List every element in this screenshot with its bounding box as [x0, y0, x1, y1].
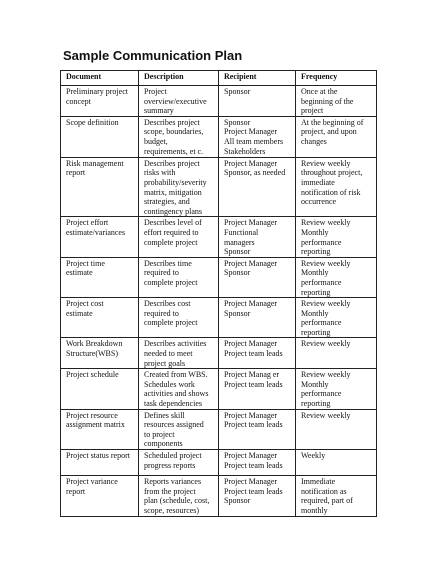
- cell-frequency: Review weekly Monthly performance reporting: [296, 369, 377, 409]
- table-row: [61, 86, 377, 117]
- cell-document: Project cost estimate: [61, 298, 139, 338]
- cell-recipient: Project Manager Functional managers Sponsor: [219, 217, 296, 257]
- cell-frequency: Once at the beginning of the project: [296, 86, 377, 117]
- cell-description: Describes time required to complete project: [139, 257, 219, 297]
- cell-recipient: Project Manag er Project team leads: [219, 369, 296, 409]
- cell-document: Project effort estimate/variances: [61, 217, 139, 257]
- cell-recipient: Project Manager Sponsor: [219, 298, 296, 338]
- cell-description: Describes project scope, boundaries, budget, requirements, et c.: [139, 116, 219, 157]
- table-row: [61, 476, 377, 517]
- cell-description: Scheduled project progress reports: [139, 450, 219, 476]
- communication-plan-table: [60, 70, 377, 517]
- column-header-document: Document: [61, 71, 139, 86]
- table-row: [61, 157, 377, 217]
- table-row: [61, 369, 377, 409]
- cell-document: Project variance report: [61, 476, 139, 517]
- table-header-row: [61, 71, 377, 86]
- cell-recipient: Project Manager Project team leads: [219, 450, 296, 476]
- cell-document: Project status report: [61, 450, 139, 476]
- cell-recipient: Project Manager Sponsor, as needed: [219, 157, 296, 217]
- column-header-description: Description: [139, 71, 219, 86]
- table-row: [61, 450, 377, 476]
- page-title: Sample Communication Plan: [63, 48, 243, 63]
- cell-frequency: Review weekly Monthly performance reporting: [296, 298, 377, 338]
- cell-document: Project time estimate: [61, 257, 139, 297]
- cell-recipient: Sponsor: [219, 86, 296, 117]
- cell-frequency: Review weekly Monthly performance reporting: [296, 257, 377, 297]
- cell-recipient: Project Manager Sponsor: [219, 257, 296, 297]
- table-row: [61, 409, 377, 449]
- cell-document: Preliminary project concept: [61, 86, 139, 117]
- cell-document: Work Breakdown Structure(WBS): [61, 338, 139, 369]
- cell-description: Describes level of effort required to complete project: [139, 217, 219, 257]
- cell-recipient: Sponsor Project Manager All team members Stakeholders: [219, 116, 296, 157]
- cell-frequency: Review weekly Monthly performance reporting: [296, 217, 377, 257]
- column-header-frequency: Frequency: [296, 71, 377, 86]
- cell-recipient: Project Manager Project team leads Sponsor: [219, 476, 296, 517]
- cell-document: Project resource assignment matrix: [61, 409, 139, 449]
- cell-frequency: Review weekly throughout project, immediate notification of risk occurrence: [296, 157, 377, 217]
- cell-description: Describes project risks with probability/severity matrix, mitigation strategies, and contingency plans: [139, 157, 219, 217]
- cell-frequency: Review weekly: [296, 338, 377, 369]
- cell-document: Risk management report: [61, 157, 139, 217]
- cell-frequency: Immediate notification as required, part of monthly: [296, 476, 377, 517]
- cell-document: Scope definition: [61, 116, 139, 157]
- table-row: [61, 217, 377, 257]
- cell-description: Created from WBS. Schedules work activities and shows task dependencies: [139, 369, 219, 409]
- cell-description: Project overview/executive summary: [139, 86, 219, 117]
- cell-frequency: Review weekly: [296, 409, 377, 449]
- cell-frequency: At the beginning of project, and upon changes: [296, 116, 377, 157]
- cell-frequency: Weekly: [296, 450, 377, 476]
- cell-recipient: Project Manager Project team leads: [219, 338, 296, 369]
- table-row: [61, 338, 377, 369]
- table-row: [61, 257, 377, 297]
- cell-document: Project schedule: [61, 369, 139, 409]
- table-row: [61, 298, 377, 338]
- cell-description: Describes activities needed to meet project goals: [139, 338, 219, 369]
- cell-recipient: Project Manager Project team leads: [219, 409, 296, 449]
- table-row: [61, 116, 377, 157]
- cell-description: Defines skill resources assigned to project components: [139, 409, 219, 449]
- column-header-recipient: Recipient: [219, 71, 296, 86]
- cell-description: Describes cost required to complete project: [139, 298, 219, 338]
- cell-description: Reports variances from the project plan (schedule, cost, scope, resources): [139, 476, 219, 517]
